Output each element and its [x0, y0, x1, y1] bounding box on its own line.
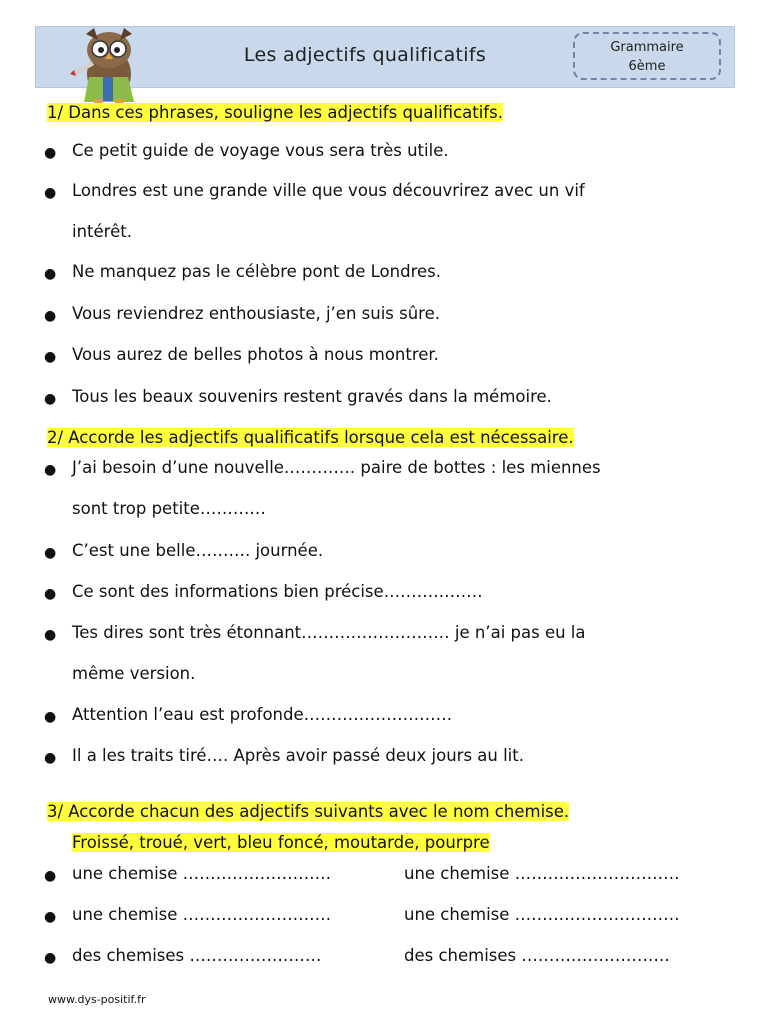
- exercise-3-blank-right: une chemise …………………………: [404, 905, 680, 924]
- bullet-icon: ●: [44, 308, 57, 324]
- bullet-icon: ●: [44, 627, 57, 643]
- exercise-3-blank-right: des chemises ………………………: [404, 946, 670, 965]
- subject-label: Grammaire: [610, 40, 684, 55]
- exercise-1-sentence: Vous aurez de belles photos à nous montrer.: [72, 345, 439, 364]
- bullet-icon: ●: [44, 709, 57, 725]
- bullet-icon: ●: [44, 950, 57, 966]
- exercise-2-sentence: Ce sont des informations bien précise………………: [72, 582, 483, 601]
- subject-level-badge: [573, 32, 721, 80]
- exercise-2-sentence: C’est une belle………. journée.: [72, 541, 324, 560]
- bullet-icon: ●: [44, 349, 57, 365]
- exercise-1-sentence: Londres est une grande ville que vous découvrirez avec un vif: [72, 181, 585, 200]
- exercise-1-sentence-continuation: intérêt.: [72, 222, 132, 241]
- bullet-icon: ●: [44, 145, 57, 161]
- exercise-3-blank-right: une chemise …………………………: [404, 864, 680, 883]
- exercise-2-sentence: Il a les traits tiré…. Après avoir passé deux jours au lit.: [72, 746, 524, 765]
- exercise-3-blank-left: une chemise ………………………: [72, 905, 332, 924]
- exercise-2-sentence: Attention l’eau est profonde………………………: [72, 705, 453, 724]
- bullet-icon: ●: [44, 909, 57, 925]
- page-title: Les adjectifs qualificatifs: [243, 44, 487, 66]
- exercise-2-sentence-continuation: sont trop petite…………: [72, 499, 266, 518]
- exercise-1-heading: 1/ Dans ces phrases, souligne les adjectifs qualificatifs.: [47, 103, 503, 122]
- bullet-icon: ●: [44, 266, 57, 282]
- exercise-3-heading: 3/ Accorde chacun des adjectifs suivants avec le nom chemise.: [47, 802, 570, 821]
- footer-url: www.dys-positif.fr: [48, 993, 146, 1006]
- exercise-1-sentence: Ce petit guide de voyage vous sera très utile.: [72, 141, 449, 160]
- level-label: 6ème: [628, 59, 666, 74]
- exercise-3-blank-left: une chemise ………………………: [72, 864, 332, 883]
- exercise-2-sentence: Tes dires sont très étonnant……………………… je n’ai pas eu la: [72, 623, 586, 642]
- exercise-1-sentence: Ne manquez pas le célèbre pont de Londres.: [72, 262, 441, 281]
- bullet-icon: ●: [44, 586, 57, 602]
- bullet-icon: ●: [44, 391, 57, 407]
- exercise-1-sentence: Vous reviendrez enthousiaste, j’en suis sûre.: [72, 304, 441, 323]
- bullet-icon: ●: [44, 545, 57, 561]
- bullet-icon: ●: [44, 185, 57, 201]
- exercise-2-heading: 2/ Accorde les adjectifs qualificatifs lorsque cela est nécessaire.: [47, 428, 574, 447]
- exercise-3-blank-left: des chemises ……………………: [72, 946, 322, 965]
- exercise-1-sentence: Tous les beaux souvenirs restent gravés dans la mémoire.: [72, 387, 552, 406]
- exercise-2-sentence: J’ai besoin d’une nouvelle…………. paire de bottes : les miennes: [72, 458, 601, 477]
- bullet-icon: ●: [44, 750, 57, 766]
- bullet-icon: ●: [44, 868, 57, 884]
- exercise-3-adjective-list: Froissé, troué, vert, bleu foncé, moutarde, pourpre: [72, 833, 490, 852]
- owl-mascot-icon: [64, 22, 150, 106]
- bullet-icon: ●: [44, 462, 57, 478]
- exercise-2-sentence-continuation: même version.: [72, 664, 196, 683]
